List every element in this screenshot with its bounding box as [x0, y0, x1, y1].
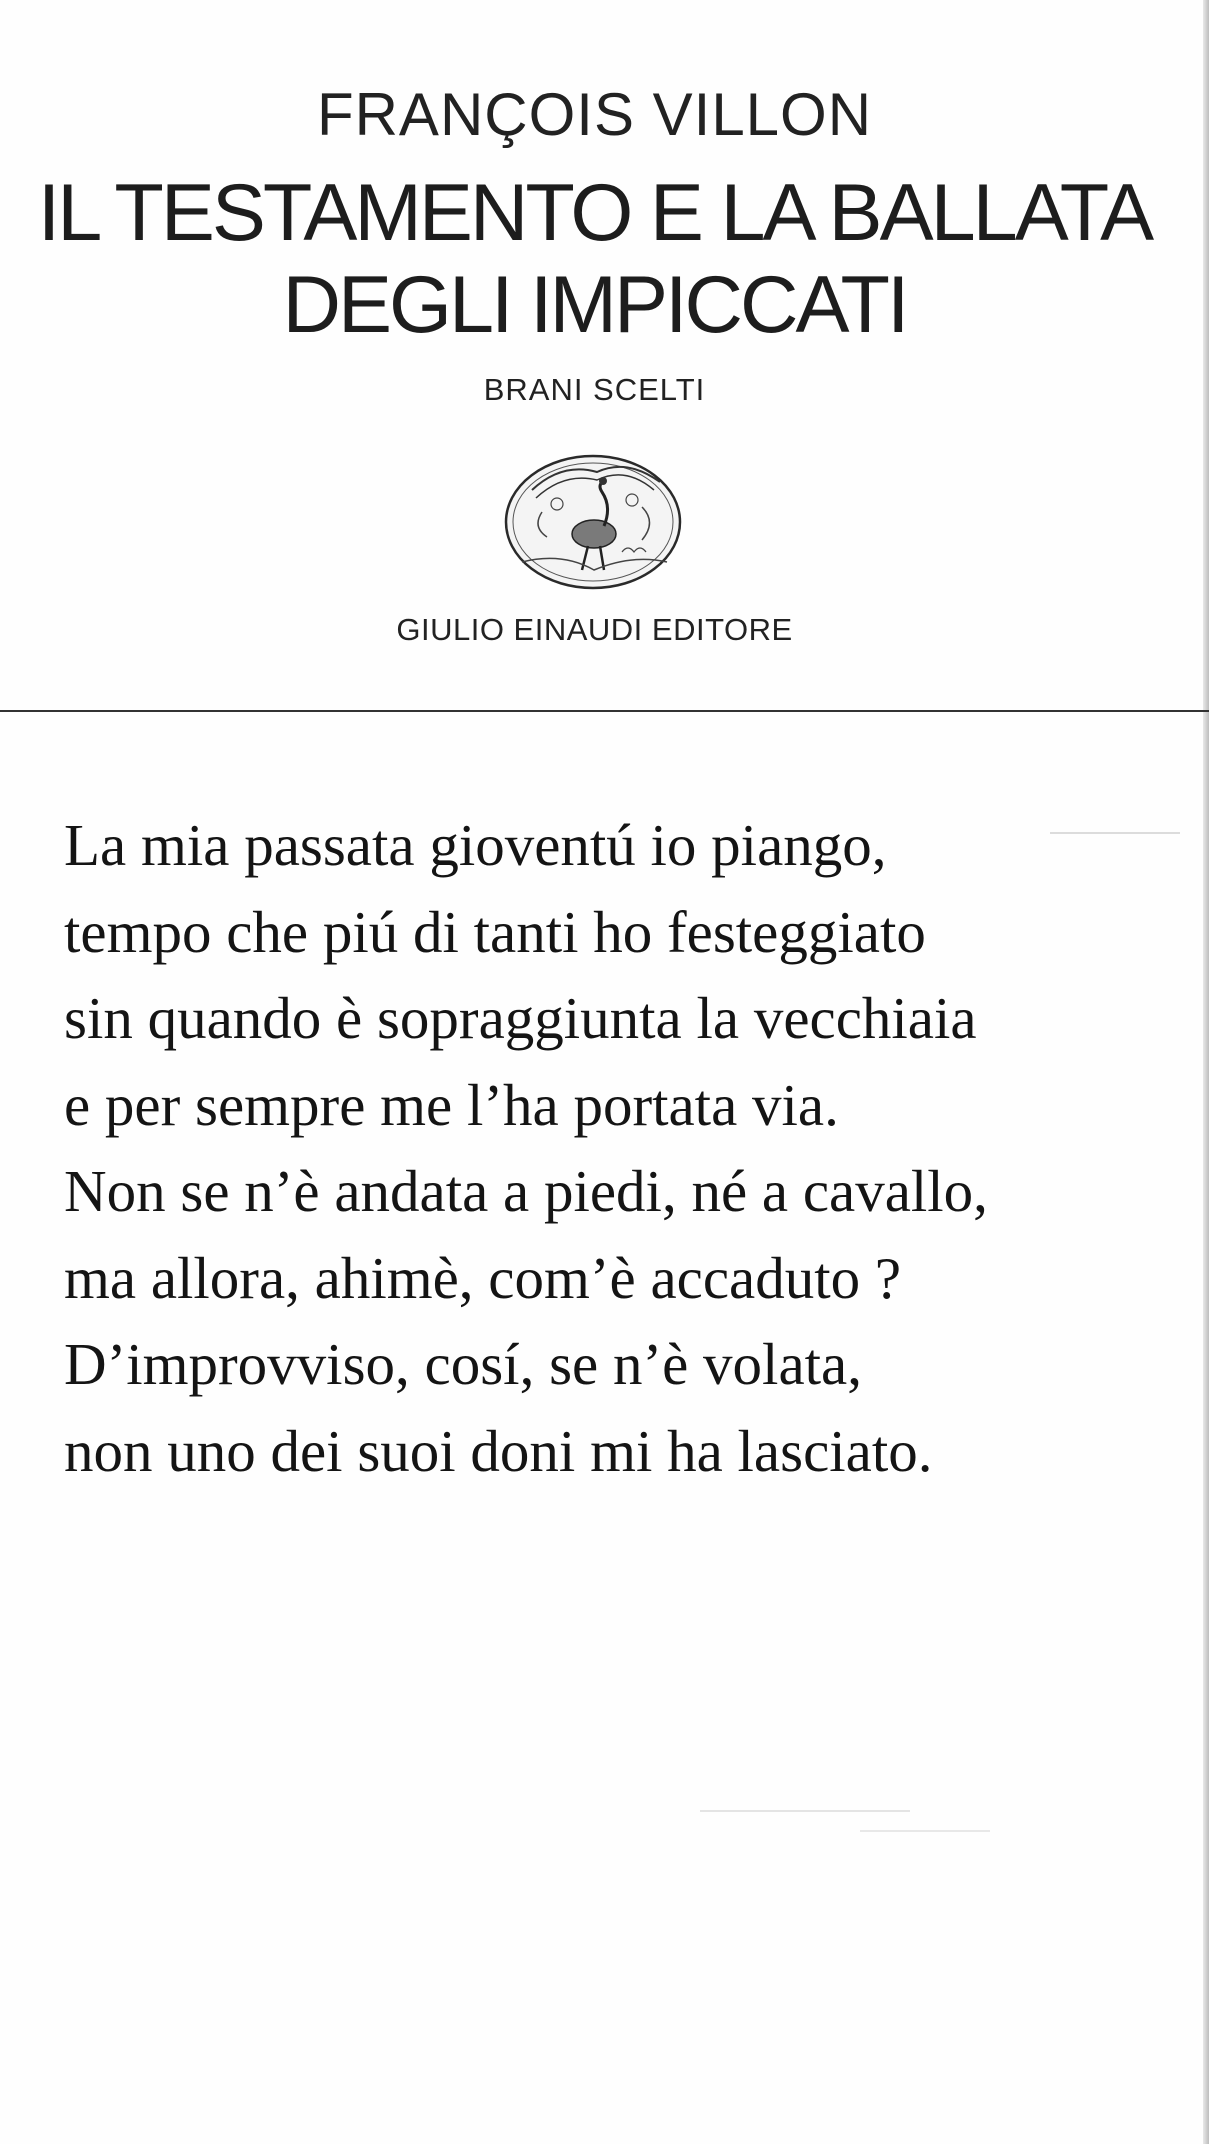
poem-line: La mia passata gioventú io piango, [64, 812, 887, 878]
poem-line: tempo che piú di tanti ho festeggiato [64, 898, 926, 965]
poem-line: sin quando è sopraggiunta la vecchiaia [64, 985, 977, 1051]
poem-excerpt [64, 802, 1184, 1494]
book-title-line-1: IL TESTAMENTO E LA BALLATA [37, 168, 1152, 258]
author-name: FRANÇOIS VILLON [316, 81, 873, 148]
surface-scuff [860, 1830, 990, 1832]
cover-edge [1203, 0, 1209, 2144]
surface-scuff [1050, 832, 1180, 834]
poem-line: D’improvviso, cosí, se n’è volata, [64, 1331, 862, 1397]
poem-line: ma allora, ahimè, com’è accaduto ? [64, 1244, 902, 1311]
poem-line: non uno dei suoi doni mi ha lasciato. [64, 1417, 933, 1484]
poem-line: e per sempre me l’ha portata via. [64, 1071, 839, 1138]
poem-line: Non se n’è andata a piedi, né a cavallo, [64, 1158, 988, 1224]
book-subtitle: BRANI SCELTI [483, 372, 706, 407]
divider-rule [0, 710, 1209, 712]
publisher-name: GIULIO EINAUDI EDITORE [396, 612, 793, 647]
book-title-line-2: DEGLI IMPICCATI [282, 260, 907, 350]
surface-scuff [700, 1810, 910, 1812]
ostrich-emblem-icon [502, 452, 684, 592]
